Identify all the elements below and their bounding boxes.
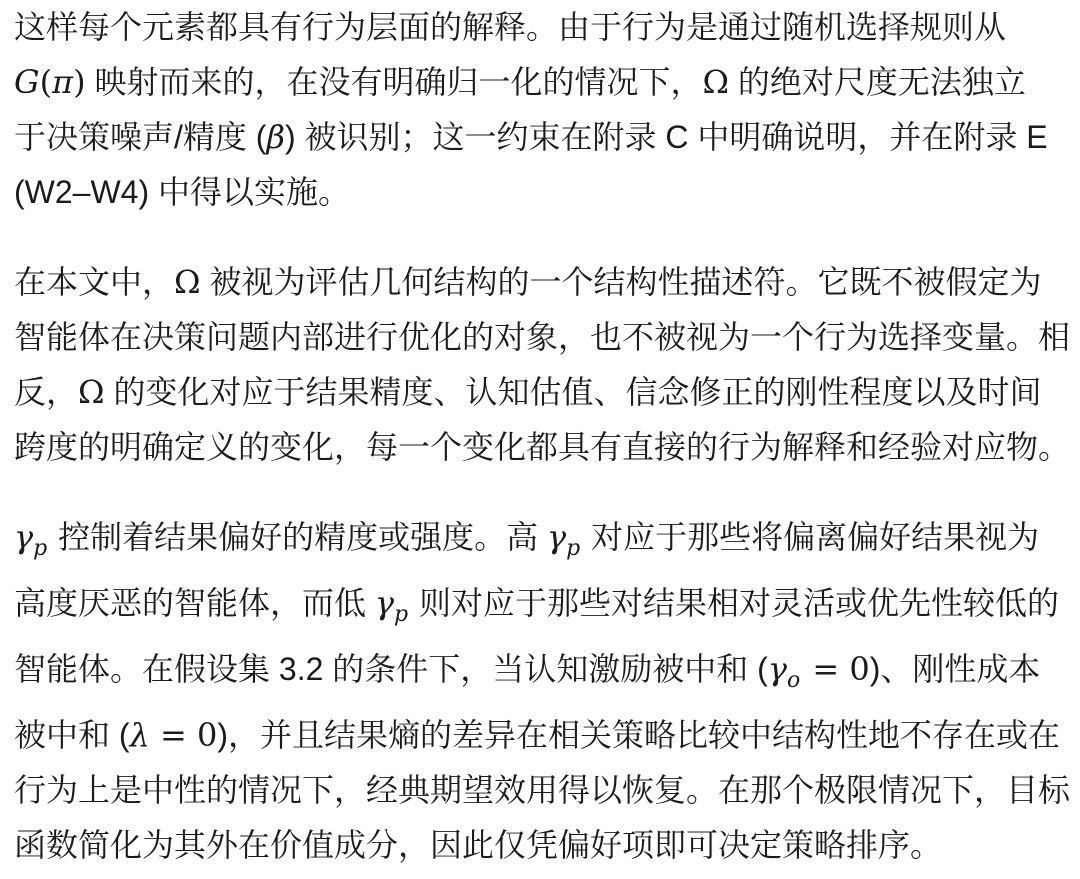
paragraph-omega-descriptor — [14, 255, 1070, 475]
text-span: 行为上是中性的情况下，经典期望效用得以恢复。在那个极限情况下，目标 — [14, 772, 1071, 808]
text-span: ) 被识别；这一约束在附录 C 中明确说明，并在附录 E — [284, 119, 1048, 155]
math-symbol-lambda: λ — [129, 716, 150, 754]
text-span: 于决策噪声/精度 ( — [14, 119, 267, 155]
math-symbol-G: G — [14, 63, 40, 101]
text-span: 在本文中， — [14, 264, 175, 300]
text-line — [14, 420, 1070, 475]
math-symbol-gamma: γ — [767, 650, 787, 688]
text-span: 映射而来的，在没有明确归一化的情况下， — [85, 64, 703, 100]
math-equals-zero: = 0 — [802, 650, 870, 688]
text-line — [14, 510, 1070, 576]
text-line — [14, 0, 1070, 55]
text-line — [14, 110, 1070, 165]
math-symbol-omega: Ω — [702, 63, 729, 101]
text-line — [14, 642, 1070, 708]
math-subscript-p: p — [566, 536, 581, 561]
math-symbol-gamma: γ — [374, 584, 395, 622]
text-span: (W2–W4) 中得以实施。 — [14, 174, 351, 210]
text-span: 高度厌恶的智能体，而低 — [14, 585, 375, 621]
text-line — [14, 55, 1070, 110]
math-paren: ( — [39, 63, 53, 101]
text-span: )、刚性成本 — [869, 651, 1041, 687]
math-equals-zero: = 0 — [149, 716, 218, 754]
paragraph-identifiability — [14, 0, 1070, 220]
text-line — [14, 763, 1070, 818]
math-symbol-beta: β — [266, 118, 285, 156]
text-span: )，并且结果熵的差异在相关策略比较中结构性地不存在或在 — [217, 717, 1061, 753]
text-span: 被中和 ( — [14, 717, 130, 753]
math-subscript-p: p — [394, 602, 409, 627]
text-span: 控制着结果偏好的精度或强度。高 — [49, 519, 548, 555]
text-line — [14, 708, 1070, 763]
text-span: 则对应于那些对结果相对灵活或优先性较低的 — [410, 585, 1060, 621]
text-line — [14, 818, 1070, 873]
math-symbol-pi: π — [52, 63, 74, 101]
math-symbol-gamma: γ — [547, 518, 567, 556]
text-line — [14, 310, 1070, 365]
text-span: 跨度的明确定义的变化，每一个变化都具有直接的行为解释和经验对应物。 — [14, 429, 1071, 465]
text-line — [14, 165, 1070, 220]
text-line — [14, 576, 1070, 642]
text-span: 反， — [14, 374, 79, 410]
text-span: 智能体在决策问题内部进行优化的对象，也不被视为一个行为选择变量。相 — [14, 319, 1071, 355]
math-symbol-gamma: γ — [14, 518, 34, 556]
text-span: 对应于那些将偏离偏好结果视为 — [582, 519, 1040, 555]
text-line — [14, 255, 1070, 310]
math-paren: ) — [73, 63, 86, 101]
text-span: 的变化对应于结果精度、认知估值、信念修正的刚性程度以及时间 — [104, 374, 1042, 410]
text-line — [14, 365, 1070, 420]
text-span: 被视为评估几何结构的一个结构性描述符。它既不被假定为 — [200, 264, 1042, 300]
math-symbol-omega: Ω — [174, 263, 201, 301]
math-subscript-o: o — [786, 668, 801, 693]
text-span: 这样每个元素都具有行为层面的解释。由于行为是通过随机选择规则从 — [14, 9, 1007, 45]
math-subscript-p: p — [33, 536, 48, 561]
math-symbol-omega: Ω — [78, 373, 105, 411]
text-span: 智能体。在假设集 3.2 的条件下，当认知激励被中和 ( — [14, 651, 768, 687]
paragraph-gamma-p — [14, 510, 1070, 873]
text-span: 的绝对尺度无法独立 — [729, 64, 1026, 100]
text-span: 函数简化为其外在价值成分，因此仅凭偏好项即可决定策略排序。 — [14, 827, 943, 863]
